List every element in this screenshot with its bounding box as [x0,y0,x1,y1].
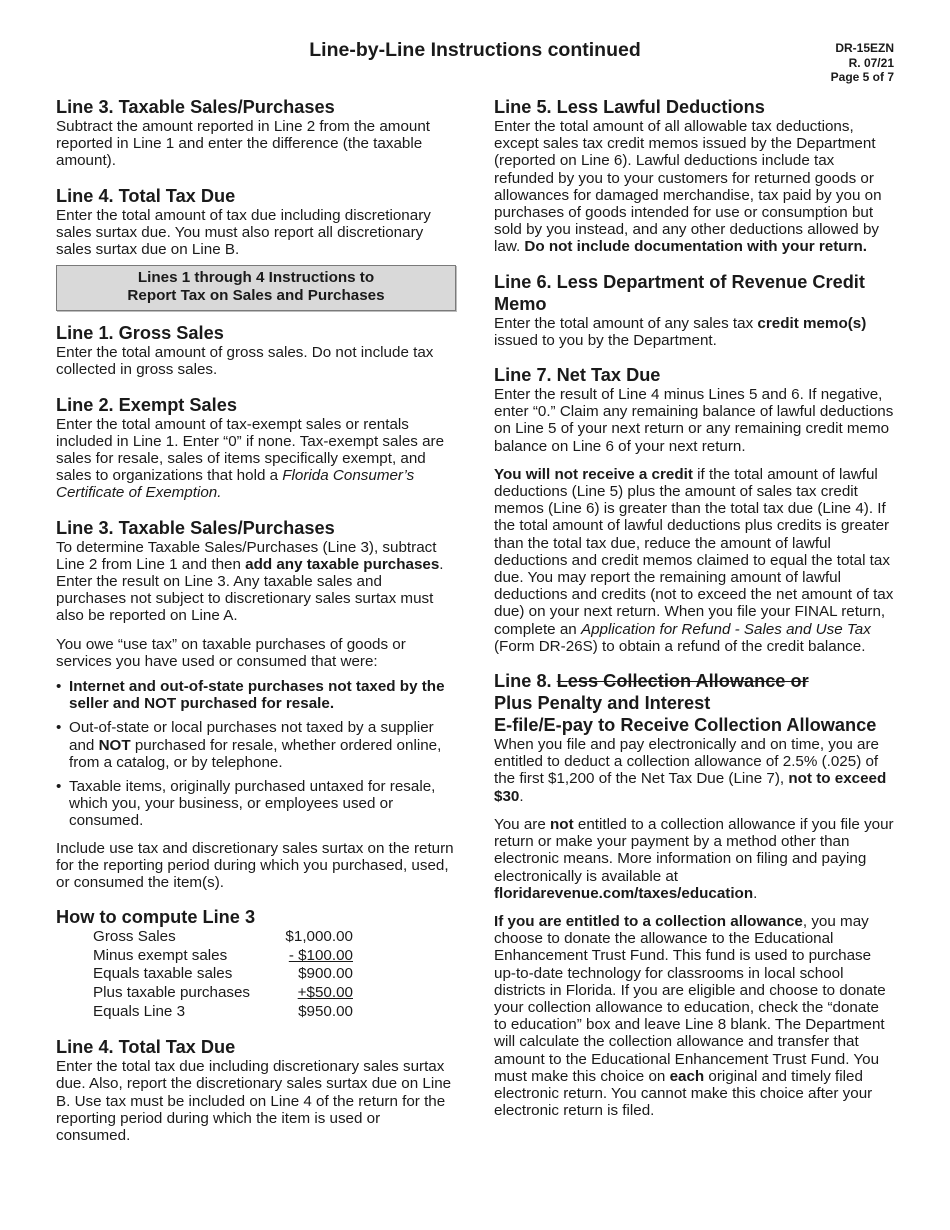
section-heading: Line 6. Less Department of Revenue Credit Memo [494,271,865,314]
left-column [56,96,456,1144]
use-tax-list [56,678,456,830]
banner-line: Report Tax on Sales and Purchases [127,287,385,305]
compute-table [93,928,353,1021]
section-body: Enter the total amount of any sales tax credit memo(s) issued to you by the Department. [494,314,867,349]
section-body: Enter the result of Line 4 minus Lines 5 and 6. If negative, enter “0.” Claim any remaining balance of lawful deductions on Line 5 of your next return or any remaining credit memo balance on Line 6 of your next return. [494,386,894,455]
section-body: You owe “use tax” on taxable purchases of goods or services you have used or consumed that were: [56,635,406,670]
section-line3-detail [56,517,456,892]
form-revision: R. 07/21 [848,55,894,70]
section-heading: Line 8. Less Collection Allowance or [494,671,809,692]
italic-term: Florida Consumer’s Certificate of Exemption. [56,467,415,502]
page-title: Line-by-Line Instructions continued [309,39,641,61]
table-row: Equals Line 3 $950.00 [93,1002,353,1020]
table-row: Equals taxable sales $900.00 [93,965,353,983]
table-row: Plus taxable purchases +$50.00 [93,984,353,1002]
section-line7 [494,364,894,655]
section-heading: Line 5. Less Lawful Deductions [494,97,765,117]
banner-line: Lines 1 through 4 Instructions to [137,269,375,287]
section-line4-detail [56,1036,456,1144]
right-column [494,96,894,1119]
section-body: You will not receive a credit if the total amount of lawful deductions (Line 5) plus the amount of sales tax credit memos (Line 6) is greater than the total tax due (Line 4). If the total amount of lawful deductions plus credits is greater than the total tax due, reduce the amount of lawful deductions and credit memos claimed to equal the total tax due. You may report the remaining amount of lawful deductions and credits (not to exceed the net amount of tax due) on your next return. When you file your FINAL return, complete an Application for Refund - Sales and Use Tax (Form DR-26S) to obtain a refund of the credit balance. [494,465,894,655]
section-line2 [56,394,456,502]
page-number: Page 5 of 7 [830,70,894,85]
section-heading: E-file/E-pay to Receive Collection Allowance [494,715,877,736]
section-body: When you file and pay electronically and on time, you are entitled to deduct a collection allowance of 2.5% (.025) of the first $1,200 of the Net Tax Due (Line 7), not to exceed $30. [494,736,887,805]
section-line6 [494,271,894,349]
section-body: Subtract the amount reported in Line 2 from the amount reported in Line 1 and enter the difference (the taxable amount). [56,118,430,170]
section-line5 [494,96,894,256]
section-heading: Line 3. Taxable Sales/Purchases [56,517,335,538]
section-line3-summary [56,96,456,170]
section-body: Enter the total tax due including discretionary sales surtax due. Also, report the discretionary sales surtax due on Line B. Use tax must be included on Line 4 of the return for the reporting period during which the item is used or consumed. [56,1058,452,1145]
section-body: Enter the total amount of all allowable tax deductions, except sales tax credit memos issued by the Department (reported on Line 6). Lawful deductions include tax refunded by you to your customers for returned goods or allowances for damaged merchandise, tax paid by you on purchases of goods intended for use or consumption but sold by you instead, and any other deductions allowed by law. Do not include documentation with your return. [494,118,882,256]
section-heading: How to compute Line 3 [56,907,256,928]
form-number: DR-15EZN [835,41,894,55]
table-row: Minus exempt sales - $100.00 [93,946,353,964]
section-heading: Line 2. Exempt Sales [56,394,237,415]
section-heading: Line 7. Net Tax Due [494,365,661,386]
section-body: Include use tax and discretionary sales surtax on the return for the reporting period during which you purchased, used, or consumed the item(s). [56,839,454,892]
section-heading: Line 3. Taxable Sales/Purchases [56,97,335,117]
table-row: Gross Sales $1,000.00 [93,928,353,946]
section-heading: Line 4. Total Tax Due [56,1037,236,1058]
section-body: Enter the total amount of tax-exempt sales or rentals included in Line 1. Enter “0” if none. Tax-exempt sales are sales for resale, sales of items specifically exempt, and sales to organizations that hold a Florida Consumer’s Certificate of Exemption. [56,415,445,502]
section-body: Enter the total amount of tax due including discretionary sales surtax due. You must also report all discretionary sales surtax due on Line B. [56,206,431,259]
section-compute-line3 [56,906,456,1021]
section-body: If you are entitled to a collection allowance, you may choose to donate the allowance to the Educational Enhancement Trust Fund. This fund is used to purchase up-to-date technology for classrooms in local school districts in Florida. If you are eligible and choose to donate your collection allowance to education, check the “donate to education” box and leave Line 8 blank. The Department will calculate the collection allowance and transfer that amount to the Educational Enhancement Trust Fund. You must make this choice on each original and timely filed electronic return. You cannot make this choice after your electronic return is filed. [494,912,886,1120]
section-body: To determine Taxable Sales/Purchases (Line 3), subtract Line 2 from Line 1 and then add any taxable purchases. Enter the result on Line 3. Any taxable sales and purchases not subject to discretionary sales surtax must also be reported on Line A. [56,538,444,625]
section-line8 [494,670,894,1119]
struck-text: Less Collection Allowance or [556,671,809,692]
section-heading: Line 1. Gross Sales [56,323,224,344]
section-line1 [56,322,456,378]
list-item: • Internet and out-of-state purchases not taxed by the seller and NOT purchased for resale. [56,678,456,712]
website-link[interactable]: floridarevenue.com/taxes/education [494,884,754,902]
section-line4-summary [56,185,456,259]
section-heading: Plus Penalty and Interest [494,693,711,714]
instructions-banner [56,265,456,311]
section-body: Enter the total amount of gross sales. Do not include tax collected in gross sales. [56,344,434,379]
list-item: • Taxable items, originally purchased untaxed for resale, which you, your business, or employees used or consumed. [56,778,456,830]
section-body: You are not entitled to a collection allowance if you file your return or make your payment by a method other than electronic means. More information on filing and paying electronically is available at floridarevenue.com/taxes/education. [494,815,894,902]
form-identifier [831,41,894,85]
section-heading: Line 4. Total Tax Due [56,185,236,206]
list-item: • Out-of-state or local purchases not taxed by a supplier and NOT purchased for resale, whether ordered online, from a catalog, or by telephone. [56,719,456,771]
